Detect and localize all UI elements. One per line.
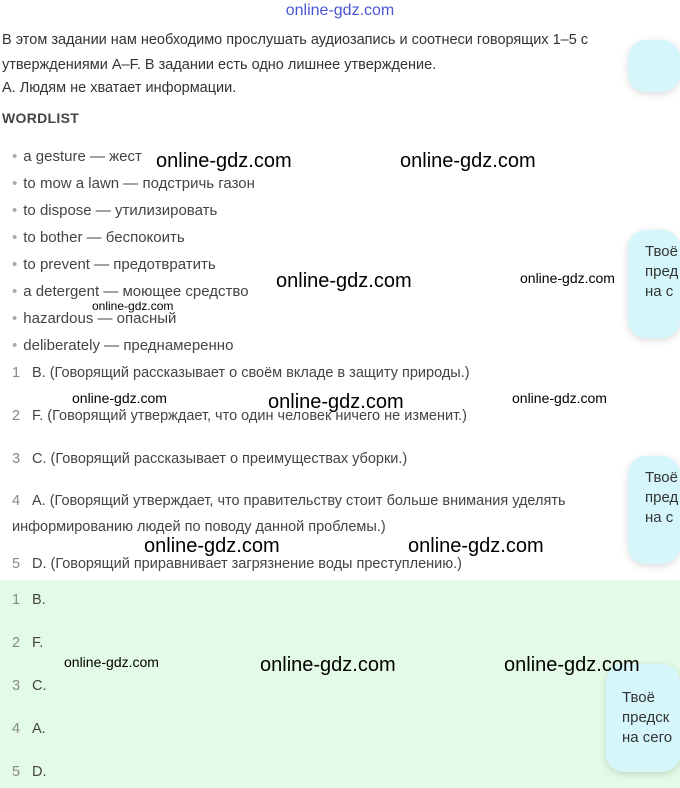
watermark: online-gdz.com bbox=[520, 270, 615, 286]
watermark: online-gdz.com bbox=[144, 535, 280, 557]
answer-item: 1 B. bbox=[12, 592, 46, 608]
match-item: 4 A. (Говорящий утверждает, что правительству стоит больше внимания уделять информированию людей по поводу данной проблемы.) bbox=[12, 493, 566, 535]
answer-item: 3 C. bbox=[12, 678, 47, 694]
word-item: • hazardous — опасный bbox=[12, 310, 177, 327]
watermark: online-gdz.com bbox=[512, 390, 607, 406]
watermark: online-gdz.com bbox=[64, 654, 159, 670]
watermark: online-gdz.com bbox=[156, 150, 292, 172]
word-item: • to bother — беспокоить bbox=[12, 229, 185, 246]
bullet-icon: • bbox=[12, 310, 18, 327]
site-watermark-top: online-gdz.com bbox=[285, 2, 395, 19]
ad-bubble[interactable] bbox=[628, 40, 680, 92]
word-item: • a detergent — моющее средство bbox=[12, 283, 249, 300]
ad-bubble[interactable]: Твоё пред на с bbox=[628, 230, 680, 338]
intro-line-2: утверждениями A–F. В задании есть одно лишнее утверждение. bbox=[2, 57, 437, 73]
watermark: online-gdz.com bbox=[260, 654, 396, 676]
answer-item: 5 D. bbox=[12, 764, 47, 780]
wordlist-heading: WORDLIST bbox=[2, 110, 80, 126]
watermark: online-gdz.com bbox=[92, 299, 174, 313]
watermark: online-gdz.com bbox=[268, 391, 404, 413]
watermark: online-gdz.com bbox=[72, 390, 167, 406]
bullet-icon: • bbox=[12, 283, 18, 300]
word-item: • to dispose — утилизировать bbox=[12, 202, 218, 219]
answer-panel bbox=[0, 580, 680, 788]
watermark: online-gdz.com bbox=[504, 654, 640, 676]
word-item: • a gesture — жест bbox=[12, 148, 142, 165]
bullet-icon: • bbox=[12, 148, 18, 165]
word-item: • to prevent — предотвратить bbox=[12, 256, 216, 273]
bullet-icon: • bbox=[12, 175, 18, 192]
answer-item: 2 F. bbox=[12, 635, 44, 651]
bullet-icon: • bbox=[12, 229, 18, 246]
watermark: online-gdz.com bbox=[276, 270, 412, 292]
match-item-continuation: информированию людей по поводу данной проблемы.) bbox=[12, 519, 386, 535]
ad-bubble[interactable]: Твоё предск на сего bbox=[606, 664, 680, 772]
word-item: • deliberately — преднамеренно bbox=[12, 337, 234, 354]
intro-line-1: В этом задании нам необходимо прослушать аудиозапись и соотнеси говорящих 1–5 с bbox=[2, 32, 589, 48]
ad-bubble[interactable]: Твоё пред на с bbox=[628, 456, 680, 564]
match-item: 2 F. (Говорящий утверждает, что один человек ничего не изменит.) bbox=[12, 408, 467, 424]
match-item: 3 C. (Говорящий рассказывает о преимуществах уборки.) bbox=[12, 451, 408, 467]
match-item: 1 B. (Говорящий рассказывает о своём вкладе в защиту природы.) bbox=[12, 365, 470, 381]
watermark: online-gdz.com bbox=[400, 150, 536, 172]
watermark: online-gdz.com bbox=[408, 535, 544, 557]
task-intro bbox=[2, 28, 662, 78]
statement-a: A. Людям не хватает информации. bbox=[2, 80, 237, 96]
bullet-icon: • bbox=[12, 202, 18, 219]
bullet-icon: • bbox=[12, 337, 18, 354]
match-item: 5 D. (Говорящий приравнивает загрязнение воды преступлению.) bbox=[12, 556, 463, 572]
answer-item: 4 A. bbox=[12, 721, 46, 737]
word-item: • to mow a lawn — подстричь газон bbox=[12, 175, 255, 192]
bullet-icon: • bbox=[12, 256, 18, 273]
